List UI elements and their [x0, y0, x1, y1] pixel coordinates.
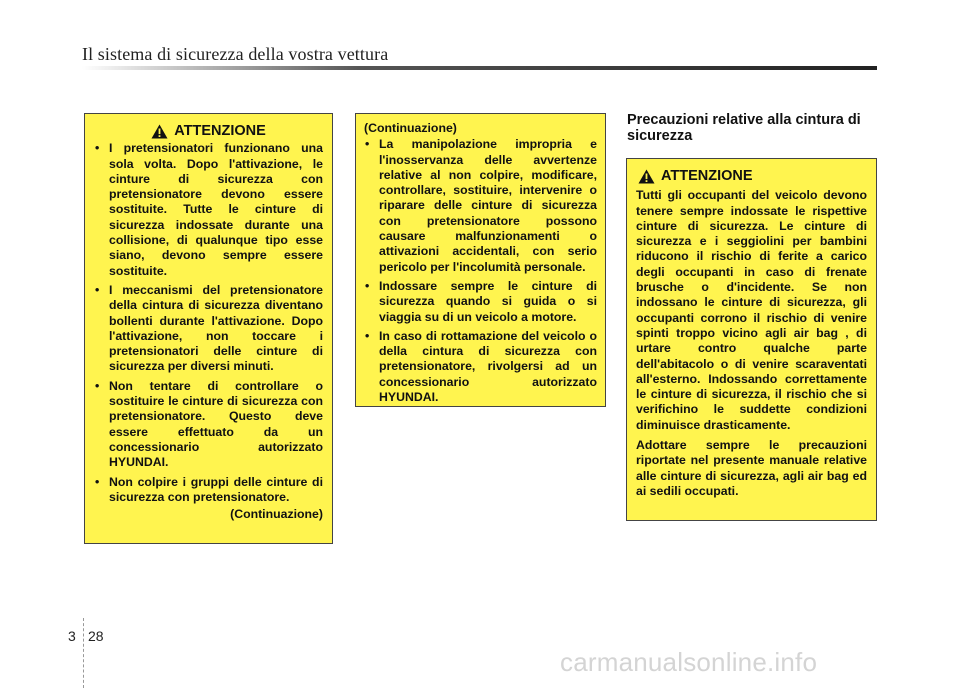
list-item: • Indossare sempre le cinture di sicurezza quando si guida o si viaggia su di un veicolo a motore. [364, 279, 597, 325]
list-item: • La manipolazione impropria e l'inosservanza delle avvertenze relative al non colpire, modificare, controllare, sostituire, intervenire o riparare delle cinture di sicurezza con pretensionatore possono causare malfunzionamenti o attivazioni accidentali, con serio pericolo per l'incolumità personale. [364, 137, 597, 275]
warning-list [364, 137, 597, 405]
page-header-title: Il sistema di sicurezza della vostra vettura [82, 44, 389, 64]
warning-box-seatbelt-precautions [626, 158, 877, 521]
page-section-number: 3 [68, 628, 76, 644]
warning-title-text: ATTENZIONE [174, 123, 266, 139]
warning-paragraph: Tutti gli occupanti del veicolo devono tenere sempre indossate le rispettive cinture di sicurezza. Le cinture di sicurezza e i seggiolini per bambini riducono il rischio di ferite a carico degli occupanti in caso di frenate brusche o d'incidente. Se non indossano le cinture di sicurezza, gli occupanti corrono il rischio di venire spinti troppo vicino agli air bag , di urtare contro qualche parte dell'abitacolo o di venire scaraventati all'esterno. Indossando correttamente le cinture di sicurezza, il rischio che si verifichino le suddette condizioni diminuisce drasticamente. [636, 188, 867, 432]
header-rule [82, 66, 877, 70]
list-item: • Non colpire i gruppi delle cinture di sicurezza con pretensionatore. [94, 475, 323, 506]
warning-box-continued [355, 113, 606, 407]
list-item: • I meccanismi del pretensionatore della cintura di sicurezza diventano bollenti durante l'attivazione. Dopo l'attivazione, non toccare i pretensionatori delle cinture di sicurezza per diversi minuti. [94, 283, 323, 375]
warning-triangle-icon [151, 124, 168, 139]
watermark: carmanualsonline.info [560, 647, 818, 677]
warning-triangle-icon [638, 169, 655, 184]
warning-box-title [94, 124, 323, 139]
list-item: • In caso di rottamazione del veicolo o della cintura di sicurezza con pretensionatore, rivolgersi ad un concessionario autorizzato HYUNDAI. [364, 329, 597, 405]
continued-label: (Continuazione) [364, 121, 457, 135]
warning-paragraph: Adottare sempre le precauzioni riportate nel presente manuale relative alle cinture di sicurezza, agli air bag ed ai sedili occupati. [636, 438, 867, 498]
warning-box-title [638, 169, 867, 184]
continued-label: (Continuazione) [230, 507, 323, 522]
warning-list [94, 141, 323, 505]
list-item: • I pretensionatori funzionano una sola volta. Dopo l'attivazione, le cinture di sicurezza con pretensionatore devono essere sostituite. Tutte le cinture di sicurezza indossate durante una collisione, di qualunque tipo esse siano, devono sempre essere sostituite. [94, 141, 323, 279]
page-divider [83, 618, 85, 688]
page-number: 28 [88, 628, 104, 644]
section-heading: Precauzioni relative alla cintura di sicurezza [627, 112, 861, 144]
warning-box-pretensioners [84, 113, 333, 544]
list-item: • Non tentare di controllare o sostituire le cinture di sicurezza con pretensionatore. Questo deve essere effettuato da un concessionario autorizzato HYUNDAI. [94, 379, 323, 471]
warning-title-text: ATTENZIONE [661, 168, 753, 184]
